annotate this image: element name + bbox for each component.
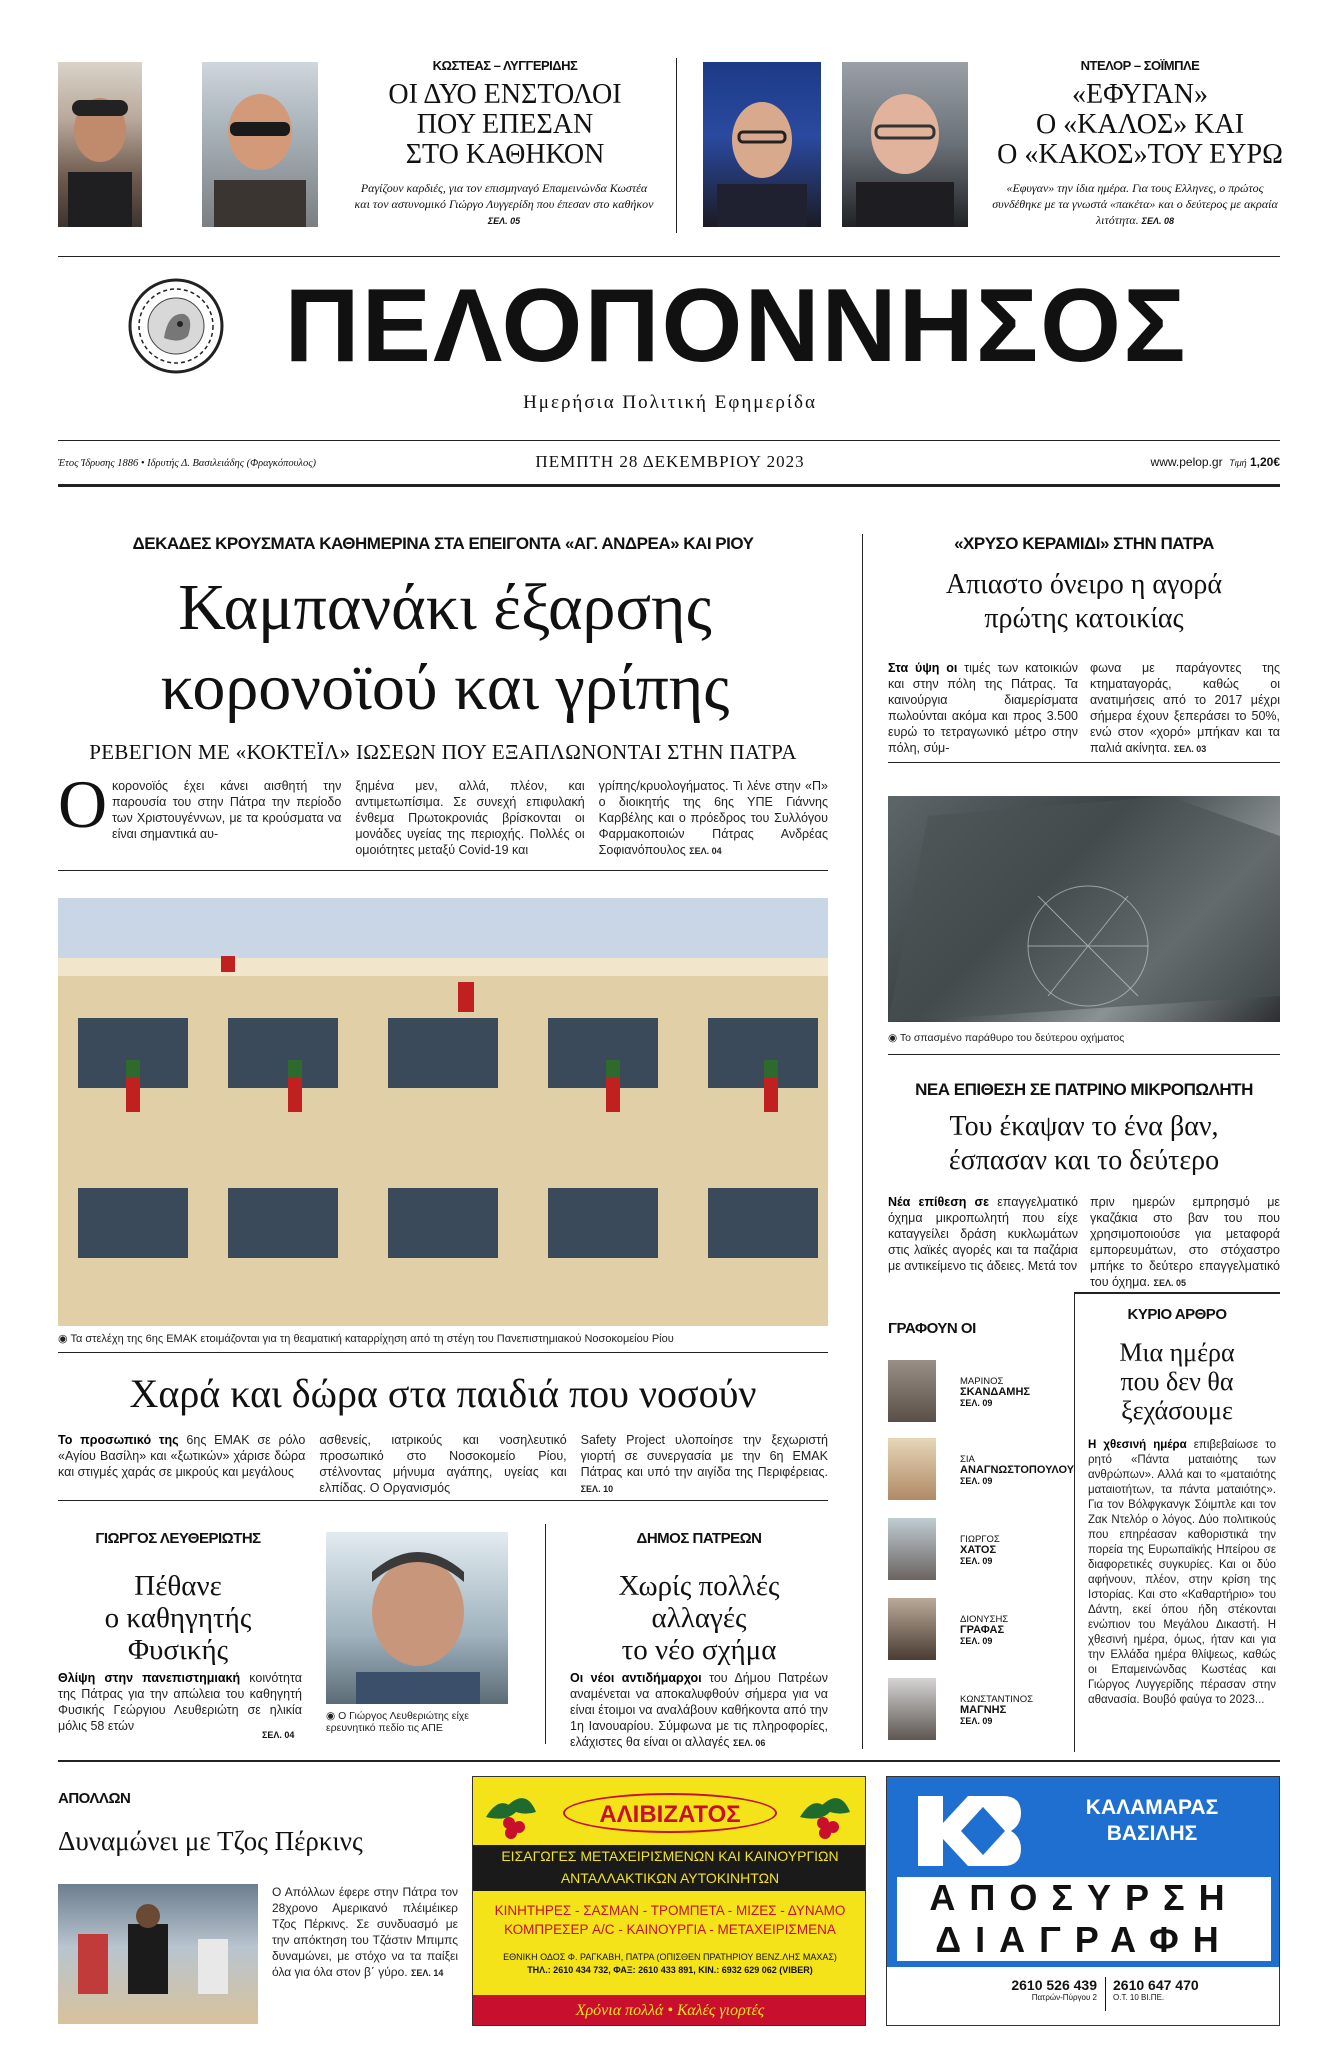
apollon-kicker: ΑΠΟΛΛΩΝ	[58, 1790, 131, 1807]
ad-banner: ΕΙΣΑΓΩΓΕΣ ΜΕΤΑΧΕΙΡΙΣΜΕΝΩΝ ΚΑΙ ΚΑΙΝΟΥΡΓΙΩΝ ΑΝΤΑΛΛΑΚΤΙΚΩΝ ΑΥΤΟΚΙΝΗΤΩΝ	[473, 1845, 866, 1891]
founded-line: Έτος Ίδρυσης 1886 • Ιδρυτής Δ. Βασιλειάδης (Φραγκόπουλος)	[58, 458, 316, 469]
writer-item[interactable]: ΣΙΑ ΑΝΑΓΝΩΣΤΟΠΟΥΛΟΥ ΣΕΛ. 09	[888, 1438, 1058, 1508]
editorial-headline: Μια ημέρα που δεν θα ξεχάσουμε	[1119, 1338, 1235, 1425]
masthead-title: ΠΕΛΟΠΟΝΝΗΣΟΣ	[284, 268, 1188, 384]
kb-logo-icon	[913, 1791, 1023, 1871]
price-block: www.pelop.gr Τιμή 1,20€	[1150, 455, 1280, 469]
lefteriotis-photo	[326, 1532, 508, 1704]
lefteriotis-headline: Πέθανε ο καθηγητής Φυσικής	[104, 1570, 252, 1666]
schaeuble-photo	[842, 62, 968, 227]
column-divider	[862, 534, 863, 1749]
lead-dropcap: Ο	[58, 766, 108, 842]
editorial-kicker: ΚΥΡΙΟ ΑΡΘΡΟ	[1127, 1306, 1227, 1323]
xryso-body: Στα ύψη οι τιμές των κατοικιών και στην πόλη της Πάτρας. Τα καινούργια διαμερίσματα πωλούνται ακόμα και προς 3.500 ευρώ το τετραγωνικό μέτρο στην πόλη, σύμ- φωνα με παράγοντες της κτηματαγοράς, καθώς οι ανατιμήσεις από το 2017 μέχρι σήμερα έχουν ξεπεράσει το 50%, ενώ στον «χορό» μπήκαν και τα παλιά ακίνητα. ΣΕΛ. 03	[888, 661, 1280, 755]
page-ref[interactable]: ΣΕΛ. 14	[410, 1968, 444, 1978]
top-divider-vertical	[676, 58, 677, 233]
bottom-section-rule	[58, 1760, 1280, 1762]
masthead-logo-icon	[128, 278, 224, 374]
apollon-text: Ο Απόλλων έφερε στην Πάτρα τον 28χρονο Αμερικανό πλέιμέικερ Τζος Πέρκινς. Σε συνδυασμό με την απόκτηση του Τζάστιν Μπιμπς δυναμώνει, με στόχο να τα παίξει όλα για όλα στον β΄ γύρο. ΣΕΛ. 14	[272, 1885, 458, 1979]
main-photo-caption: ◉ Τα στελέχη της 6ης ΕΜΑΚ ετοιμάζονται για τη θεαματική καταρρίχηση από τη στέγη του Πανεπιστημιακού Νοσοκομείου Ρίου	[58, 1333, 674, 1345]
top-right-kicker: ΝΤΕΛΟΡ – ΣΟΪΜΠΛΕ	[1080, 58, 1200, 73]
holly-icon	[481, 1787, 541, 1847]
lead-kicker: ΔΕΚΑΔΕΣ ΚΡΟΥΣΜΑΤΑ ΚΑΘΗΜΕΡΙΝΑ ΣΤΑ ΕΠΕΙΓΟΝΤΑ «ΑΓ. ΑΝΔΡΕΑ» ΚΑΙ ΡΙΟΥ	[132, 534, 754, 553]
top-right-headline: «ΕΦΥΓΑΝ» Ο «ΚΑΛΟΣ» ΚΑΙ Ο «ΚΑΚΟΣ»ΤΟΥ ΕΥΡΩ	[997, 79, 1283, 170]
writer-item[interactable]: ΔΙΟΝΥΣΗΣ ΓΡΑΦΑΣ ΣΕΛ. 09	[888, 1598, 1058, 1668]
lead-subhead: ΡΕΒΕΓΙΟΝ ΜΕ «ΚΟΚΤΕΪΛ» ΙΩΣΕΩΝ ΠΟΥ ΕΞΑΠΛΩΝΟΝΤΑΙ ΣΤΗΝ ΠΑΤΡΑ	[89, 740, 797, 764]
van-caption: ◉ Το σπασμένο παράθυρο του δεύτερου οχήματος	[888, 1032, 1125, 1044]
delors-photo	[703, 62, 821, 227]
page-ref[interactable]: ΣΕΛ. 05	[487, 216, 521, 226]
writer-photo	[888, 1438, 936, 1500]
writer-item[interactable]: ΓΙΩΡΓΟΣ ΧΑΤΟΣ ΣΕΛ. 09	[888, 1518, 1058, 1588]
dimos-text: Οι νέοι αντιδήμαρχοι του Δήμου Πατρέων αναμένεται να αποκαλυφθούν σήμερα για να είναι έτοιμοι να αναλάβουν καθήκοντα από την 1η Ιανουαρίου. Σύμφωνα με τις πληροφορίες, ελάχιστες θα είναι οι αλλαγές ΣΕΛ. 06	[570, 1671, 829, 1749]
page-ref[interactable]: ΣΕΛ. 04	[689, 846, 722, 856]
xara-headline: Χαρά και δώρα στα παιδιά που νοσούν	[129, 1371, 757, 1416]
top-left-headline: ΟΙ ΔΥΟ ΕΝΣΤΟΛΟΙ ΠΟΥ ΕΠΕΣΑΝ ΣΤΟ ΚΑΘΗΚΟΝ	[388, 79, 622, 170]
writer-item[interactable]: ΜΑΡΙΝΟΣ ΣΚΑΝΔΑΜΗΣ ΣΕΛ. 09	[888, 1360, 1058, 1430]
writer-item[interactable]: ΚΩΝΣΤΑΝΤΙΝΟΣ ΜΑΓΝΗΣ ΣΕΛ. 09	[888, 1678, 1058, 1748]
ad-kalamaras-name: ΚΑΛΑΜΑΡΑΣ ΒΑΣΙΛΗΣ	[1085, 1796, 1219, 1845]
ad-phone-divider	[1105, 1977, 1106, 2011]
ad-kalamaras-phone2[interactable]: 2610 647 470 Ο.Τ. 10 ΒΙ.ΠΕ.	[1113, 1977, 1199, 2002]
top-left-kicker: ΚΩΣΤΕΑΣ – ΛΥΓΓΕΡΙΔΗΣ	[432, 58, 578, 73]
writer-photo	[888, 1360, 936, 1422]
xryso-headline: Απιαστο όνειρο η αγορά πρώτης κατοικίας	[945, 569, 1223, 634]
lyggeridis-photo	[202, 62, 318, 227]
van-body: Νέα επίθεση σε επαγγελματικό όχημα μικροπωλητή που είχε καταγγείλει δράση κυκλωμάτων στις λαϊκές αγορές και τα παζάρια με αντικείμενο τις άδειες. Μετά τον πριν ημερών εμπρησμό με γκαζάκια στο βαν του που χρησιμοποιούσε για μεταφορά εμπορευμάτων, στο στόχαστρο μπήκε το δεύτερο επαγγελματικό του όχημα. ΣΕΛ. 05	[888, 1195, 1280, 1289]
page-ref[interactable]: ΣΕΛ. 08	[1141, 216, 1174, 226]
camera-icon: ◉	[58, 1333, 68, 1345]
website-link[interactable]: www.pelop.gr	[1150, 455, 1223, 469]
editorial-text: Η χθεσινή ημέρα επιβεβαίωσε το ρητό «Πάντα ματαιότης των ανθρώπων». Αλλά και το «ματαιότης ματαιοτήτων, τα πάντα ματαιότης». Για τον Βόλφγκανγκ Σόιμπλε και τον Ζακ Ντελόρ ο λόγος. Δύο πολιτικούς που επηρέασαν καθοριστικά την πορεία της Ευρωπαϊκής Ηπείρου σε διαφορετικές συγκυρίες. Και οι δύο αφήνουν, πλέον, στην κρίση της Ιστορίας. Και στο «Καθαρτήριο» του Δάντη, εκεί όπου ήδη στέκονται ενώπιον του Μεγάλου Δικαστή. Η χθεσινή ημέρα, όμως, ήταν και για την Ελλάδα ημέρα θλίψεως, καθώς οι Επαμεινώνδας Κωστέας και Γιώργος Λυγγερίδης πέρασαν στην αθανασία. Βουβό φαύγα το 2023...	[1088, 1439, 1277, 1706]
writer-photo	[888, 1678, 936, 1740]
page-ref[interactable]: ΣΕΛ. 10	[580, 1484, 614, 1494]
masthead-rule-top	[58, 440, 1280, 441]
lefteriotis-divider	[545, 1524, 546, 1744]
xara-body: Το προσωπικό της 6ης ΕΜΑΚ σε ρόλο «Αγίου Βασίλη» και «ξωτικών» χάρισε δώρα και στιγμές χαράς σε μικρούς και μεγάλους ασθενείς, ιατρικούς και νοσηλευτικό προσωπικό στο Νοσοκομείο Ρίου, στέλνοντας μήνυμα αγάπης, υγείας και ελπίδας. Ο Οργανισμός Safety Project υλοποίησε την ξεχωριστή γιορτή σε συνεργασία με την 6η ΕΜΑΚ Πάτρας και υπό την αιγίδα της Περιφέρειας. ΣΕΛ. 10	[58, 1433, 828, 1495]
apollon-headline: Δυναμώνει με Τζος Πέρκινς	[58, 1826, 363, 1856]
ad-kalamaras-phone1[interactable]: 2610 526 439 Πατρών-Πύργου 2	[1011, 1977, 1097, 2002]
holly-icon	[795, 1787, 855, 1847]
lead-headline: Καμπανάκι έξαρσης κορονοϊού και γρίπης	[160, 571, 730, 724]
xryso-bottom-rule	[888, 762, 1280, 763]
lefteriotis-text: Θλίψη στην πανεπιστημιακή κοινότητα της Πάτρας για την απώλεια του καθηγητή Φυσικής Γεώργιου Λευθεριώτη σε ηλικία μόλις 58 ετών	[58, 1671, 302, 1733]
page-ref[interactable]: ΣΕΛ. 04	[262, 1730, 295, 1740]
van-kicker: ΝΕΑ ΕΠΙΘΕΣΗ ΣΕ ΠΑΤΡΙΝΟ ΜΙΚΡΟΠΩΛΗΤΗ	[915, 1080, 1253, 1099]
ad-kalamaras[interactable]	[886, 1776, 1280, 2026]
ad-alivizatos[interactable]	[472, 1776, 866, 2026]
main-photo-building	[58, 898, 828, 1326]
lefteriotis-kicker: ΓΙΩΡΓΟΣ ΛΕΥΘΕΡΙΩΤΗΣ	[95, 1530, 261, 1547]
lefteriotis-caption: ◉ Ο Γιώργος Λευθεριώτης είχε ερευνητικό πεδίο τις ΑΠΕ	[326, 1710, 469, 1734]
ad-brand: ΑΛΙΒΙΖΑΤΟΣ	[563, 1793, 777, 1833]
writer-photo	[888, 1518, 936, 1580]
top-left-summary: Ραγίζουν καρδιές, για τον επισμηναγό Επαμεινώνδα Κωστέα και τον αστυνομικό Γιώργο Λυγγερίδη που έπεσαν στο καθήκον ΣΕΛ. 05	[354, 181, 654, 226]
page-ref[interactable]: ΣΕΛ. 05	[1153, 1278, 1186, 1288]
writer-photo	[888, 1598, 936, 1660]
dimos-headline: Χωρίς πολλές αλλαγές το νέο σχήμα	[618, 1570, 780, 1666]
ad-products: ΚΙΝΗΤΗΡΕΣ - ΣΑΣΜΑΝ - ΤΡΟΜΠΕΤΑ - ΜΙΖΕΣ - ΔΥΝΑΜΟ ΚΟΜΠΡΕΣΕΡ A/C - ΚΑΙΝΟΥΡΓΙΑ - ΜΕΤΑΧΕΙΡΙΣΜΕΝΑ	[494, 1903, 846, 1937]
xara-top-rule	[58, 1352, 828, 1353]
masthead-rule-bottom	[58, 484, 1280, 487]
xryso-kicker: «ΧΡΥΣΟ ΚΕΡΑΜΙΔΙ» ΣΤΗΝ ΠΑΤΡΑ	[954, 534, 1214, 553]
page-ref[interactable]: ΣΕΛ. 03	[1173, 744, 1207, 754]
van-photo	[888, 796, 1280, 1022]
lead-bottom-rule	[58, 870, 828, 871]
camera-icon: ◉	[888, 1032, 898, 1044]
ad-wishes: Χρόνια πολλά • Καλές γιορτές	[473, 1995, 866, 2026]
ad-kalamaras-services: ΑΠΟΣΥΡΣΗ ΔΙΑΓΡΑΦΗ	[897, 1877, 1271, 1961]
camera-icon: ◉	[326, 1710, 336, 1722]
top-right-summary: «Εφυγαν» την ίδια ημέρα. Για τους Ελληνες, ο πρώτος συνδέθηκε με τα γνωστά «πακέτα» και ο δεύτερος με ακραία λιτότητα. ΣΕΛ. 08	[992, 181, 1278, 227]
page-ref[interactable]: ΣΕΛ. 06	[732, 1738, 766, 1748]
writers-heading: ΓΡΑΦΟΥΝ ΟΙ	[888, 1320, 976, 1337]
xara-bottom-rule	[58, 1500, 828, 1501]
ad-address: ΕΘΝΙΚΗ ΟΔΟΣ Φ. ΡΑΓΚΑΒΗ, ΠΑΤΡΑ (ΟΠΙΣΘΕΝ ΠΡΑΤΗΡΙΟΥ ΒΕΝΖ.ΛΗΣ ΜΑΧΑΣ) ΤΗΛ.: 2610 434 732, ΦΑΞ: 2610 433 891, ΚΙΝ.: 6932 629 062 (VIBER)	[503, 1952, 837, 1975]
lead-body: κορονοϊός έχει κάνει αισθητή την παρουσία του στην Πάτρα την περίοδο των Χριστουγέννων, με τα κρούσματα να είναι σημαντικά αυ- ξημένα μεν, αλλά, πλέον, και αντιμετωπίσιμα. Σε συνεχή επιφυλακή ένθεμα Πρωτοκρονιάς βρίσκονται οι μονάδες υγείας της περιοχής. Πολλές οι ομοιότητες μεταξύ Covid-19 και γρίπης/κρυολογήματος. Τι λένε στην «Π» ο διοικητής της 6ης ΥΠΕ Γιάννης Καρβέλης και ο πρόεδρος του Συλλόγου Φαρμακοποιών Πάτρας Ανδρέας Σοφιανόπουλος ΣΕΛ. 04	[112, 779, 828, 857]
apollon-photo	[58, 1884, 258, 2024]
issue-date: ΠΕΜΠΤΗ 28 ΔΕΚΕΜΒΡΙΟΥ 2023	[535, 452, 805, 471]
van-top-rule	[888, 1054, 1280, 1055]
van-headline: Του έκαψαν το ένα βαν, έσπασαν και το δεύτερο	[948, 1111, 1220, 1176]
top-rule	[58, 256, 1280, 257]
kosteas-photo	[58, 62, 142, 227]
masthead-subtitle: Ημερήσια Πολιτική Εφημερίδα	[523, 392, 817, 413]
dimos-kicker: ΔΗΜΟΣ ΠΑΤΡΕΩΝ	[636, 1530, 762, 1547]
